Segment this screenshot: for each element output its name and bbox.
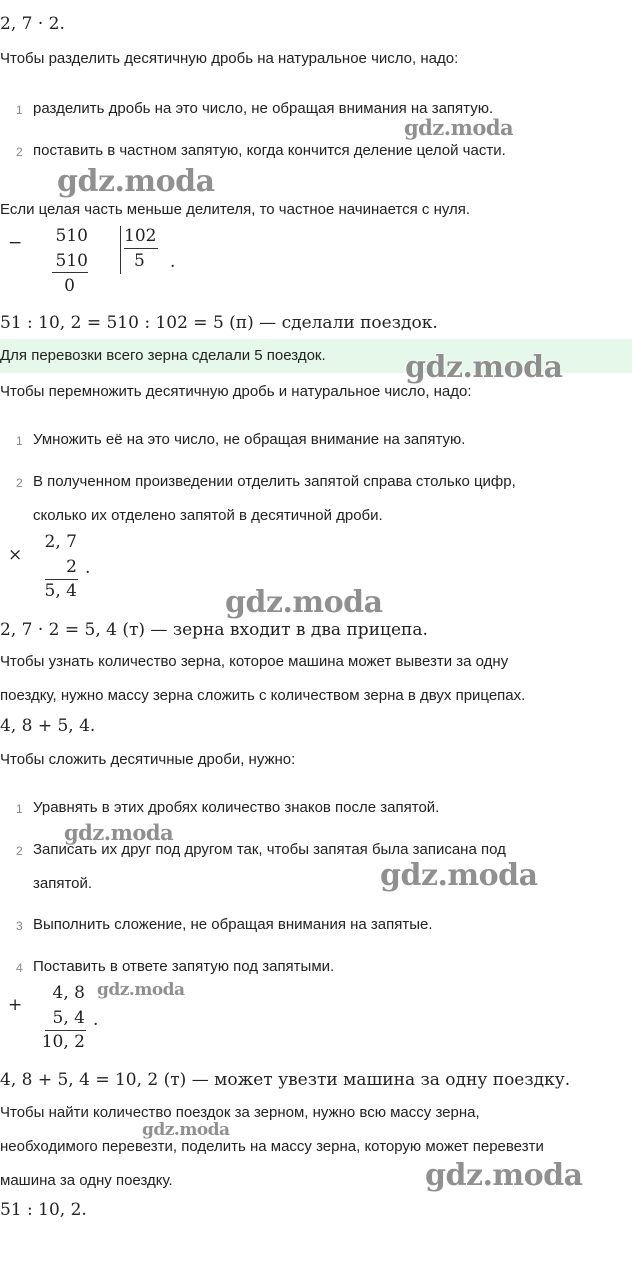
minus-sign: − — [8, 233, 23, 253]
list-item: Записать их друг под другом так, чтобы запятая была записана под — [33, 841, 506, 858]
expression-line: 4, 8 + 5, 4. — [0, 716, 96, 736]
rule-note: Если целая часть меньше делителя, то частное начинается с нуля. — [0, 201, 471, 218]
expression-line: 51 : 10, 2. — [0, 1200, 87, 1220]
division-bar — [120, 226, 121, 274]
list-number: 3 — [16, 919, 23, 933]
dividend: 510 — [55, 226, 88, 246]
list-number: 1 — [16, 103, 23, 117]
list-item: Умножить её на это число, не обращая внимание на запятую. — [33, 431, 466, 448]
list-item: Уравнять в этих дробях количество знаков после запятой. — [33, 799, 440, 816]
watermark: gdz.moda — [404, 115, 514, 140]
expression-line-1: 2, 7 · 2. — [0, 14, 65, 34]
watermark: gdz.moda — [425, 1158, 583, 1193]
watermark: gdz.moda — [405, 350, 563, 385]
multiplication-underline — [45, 579, 78, 580]
product: 5, 4 — [44, 581, 77, 601]
explanation-line: Чтобы найти количество поездок за зерном, нужно всю массу зерна, — [0, 1104, 480, 1121]
explanation-line: поездку, нужно массу зерна сложить с количеством зерна в двух прицепах. — [0, 687, 526, 704]
watermark: gdz.moda — [97, 980, 185, 1000]
multiplication-result: 2, 7 · 2 = 5, 4 (т) — зерна входит в два прицепа. — [0, 620, 428, 640]
sum: 10, 2 — [41, 1032, 85, 1052]
answer-line: Для перевозки всего зерна сделали 5 поездок. — [0, 347, 326, 364]
list-item-continuation: сколько их отделено запятой в десятичной дроби. — [33, 507, 383, 524]
addition-result: 4, 8 + 5, 4 = 10, 2 (т) — может увезти машина за одну поездку. — [0, 1070, 571, 1090]
watermark: gdz.moda — [142, 1120, 230, 1140]
list-item: разделить дробь на это число, не обращая внимания на запятую. — [33, 100, 494, 117]
list-item: Поставить в ответе запятую под запятыми. — [33, 958, 335, 975]
list-item-continuation: запятой. — [33, 875, 93, 892]
remainder: 0 — [64, 276, 75, 296]
explanation-line: Чтобы узнать количество зерна, которое машина может вывезти за одну — [0, 653, 509, 670]
rule-division-intro: Чтобы разделить десятичную дробь на натуральное число, надо: — [0, 50, 459, 67]
watermark: gdz.moda — [225, 585, 383, 620]
plus-sign: + — [8, 995, 23, 1015]
watermark: gdz.moda — [64, 820, 174, 845]
addend-top: 4, 8 — [52, 983, 85, 1003]
list-number: 2 — [16, 145, 23, 159]
dot: . — [85, 558, 91, 578]
factor-top: 2, 7 — [44, 532, 77, 552]
factor-bottom: 2 — [66, 557, 77, 577]
divisor-underline — [124, 248, 158, 249]
list-number: 2 — [16, 476, 23, 490]
list-number: 1 — [16, 434, 23, 448]
divisor: 102 — [124, 226, 157, 246]
list-number: 2 — [16, 844, 23, 858]
division-result: 51 : 10, 2 = 510 : 102 = 5 (п) — сделали поездок. — [0, 313, 438, 333]
times-sign: × — [8, 545, 23, 565]
rule-multiplication-intro: Чтобы перемножить десятичную дробь и натуральное число, надо: — [0, 383, 472, 400]
rule-addition-intro: Чтобы сложить десятичные дроби, нужно: — [0, 751, 296, 768]
list-item: поставить в частном запятую, когда кончится деление целой части. — [33, 142, 506, 159]
watermark: gdz.moda — [380, 858, 538, 893]
addend-bottom: 5, 4 — [52, 1008, 85, 1028]
subtrahend: 510 — [55, 251, 88, 271]
division-underline — [52, 272, 88, 273]
list-number: 1 — [16, 802, 23, 816]
explanation-line: необходимого перевезти, поделить на массу зерна, которую может перевезти — [0, 1138, 544, 1155]
list-item: Выполнить сложение, не обращая внимания на запятые. — [33, 916, 433, 933]
list-item: В полученном произведении отделить запятой справа столько цифр, — [33, 473, 516, 490]
dot: . — [93, 1010, 99, 1030]
dot: . — [170, 252, 176, 272]
watermark: gdz.moda — [57, 164, 215, 199]
list-number: 4 — [16, 961, 23, 975]
quotient: 5 — [134, 251, 145, 271]
addition-underline — [45, 1030, 86, 1031]
explanation-line: машина за одну поездку. — [0, 1172, 173, 1189]
